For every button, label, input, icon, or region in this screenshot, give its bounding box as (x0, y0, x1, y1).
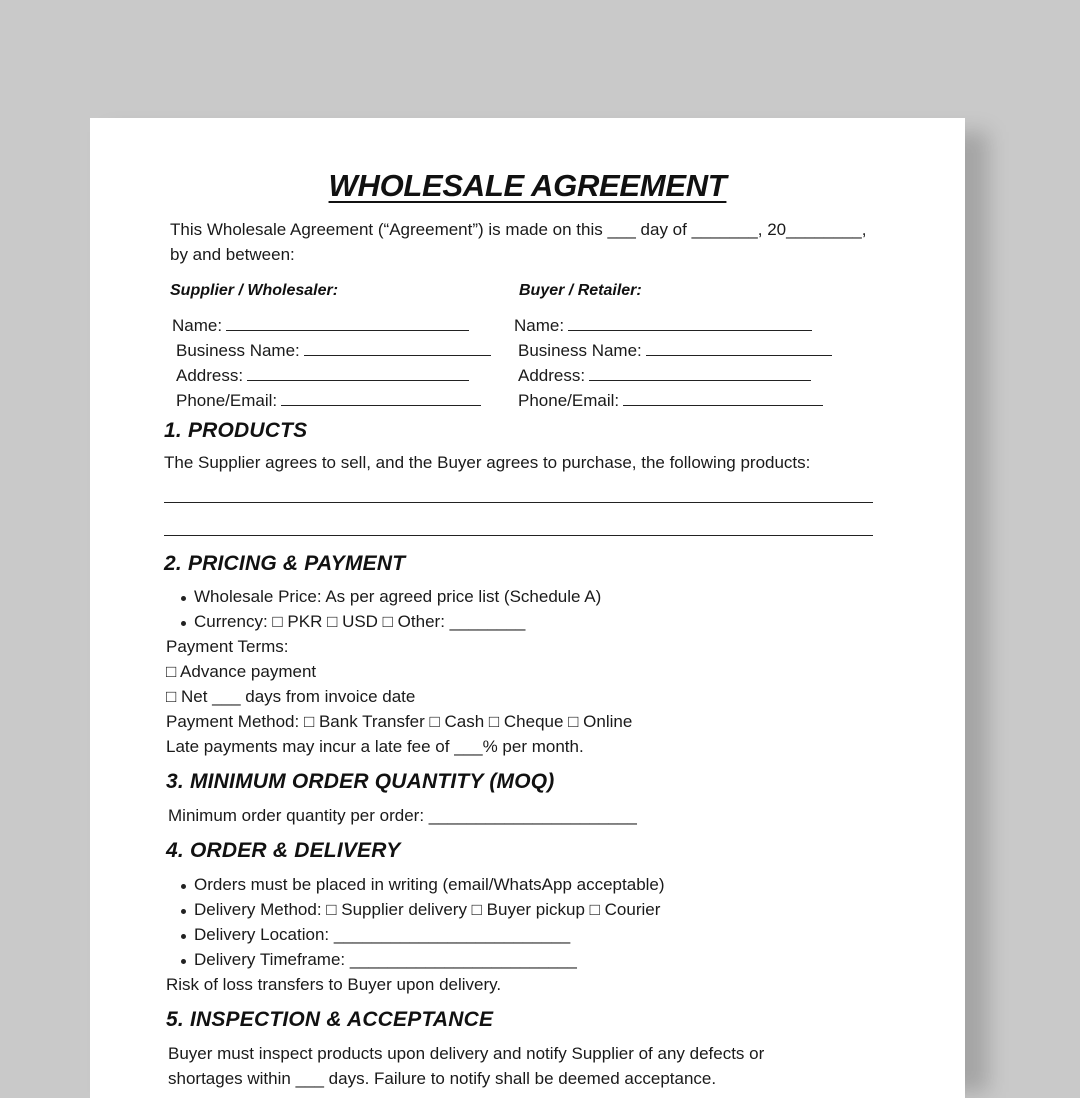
supplier-name-label: Name: (172, 316, 223, 335)
products-fill-line-2[interactable] (164, 535, 873, 536)
bullet-dot (181, 959, 186, 964)
supplier-phone-email-field[interactable] (176, 391, 481, 411)
orders-writing-text: Orders must be placed in writing (email/WhatsApp acceptable) (194, 875, 665, 894)
section-pricing-heading: 2. PRICING & PAYMENT (164, 552, 406, 575)
supplier-name-field[interactable] (172, 316, 469, 336)
payment-terms-label: Payment Terms: (166, 637, 289, 656)
section-products-heading: 1. PRODUCTS (164, 419, 308, 442)
supplier-address-label: Address: (176, 366, 244, 385)
section-inspection-heading: 5. INSPECTION & ACCEPTANCE (166, 1008, 494, 1031)
section-order-delivery-heading: 4. ORDER & DELIVERY (166, 839, 401, 862)
supplier-address-field[interactable] (176, 366, 469, 386)
buyer-business-name-field[interactable] (518, 341, 832, 361)
net-days-option[interactable]: □ Net ___ days from invoice date (166, 687, 416, 706)
delivery-location-field[interactable]: Delivery Location: _________________________ (194, 925, 571, 944)
buyer-heading: Buyer / Retailer: (519, 282, 642, 299)
buyer-business-name-label: Business Name: (518, 341, 642, 360)
currency-options[interactable]: Currency: □ PKR □ USD □ Other: ________ (194, 612, 526, 631)
buyer-address-field[interactable] (518, 366, 811, 386)
bullet-dot (181, 884, 186, 889)
supplier-heading: Supplier / Wholesaler: (170, 282, 339, 299)
buyer-address-label: Address: (518, 366, 586, 385)
wholesale-price-text: Wholesale Price: As per agreed price list (Schedule A) (194, 587, 602, 606)
section-moq-heading: 3. MINIMUM ORDER QUANTITY (MOQ) (166, 770, 555, 793)
delivery-timeframe-field[interactable]: Delivery Timeframe: ________________________ (194, 950, 577, 969)
document-page (90, 118, 965, 1098)
document-title: WHOLESALE AGREEMENT (328, 168, 727, 203)
bullet-dot (181, 909, 186, 914)
inspection-text-line-2: shortages within ___ days. Failure to notify shall be deemed acceptance. (168, 1069, 717, 1088)
delivery-method-options[interactable]: Delivery Method: □ Supplier delivery □ Buyer pickup □ Courier (194, 900, 661, 919)
payment-method-options[interactable]: Payment Method: □ Bank Transfer □ Cash □ Cheque □ Online (166, 712, 633, 731)
intro-line-1: This Wholesale Agreement (“Agreement”) is made on this ___ day of _______, 20________, (170, 220, 867, 239)
bullet-dot (181, 934, 186, 939)
late-fee-text: Late payments may incur a late fee of ___% per month. (166, 737, 584, 756)
inspection-text-line-1: Buyer must inspect products upon delivery and notify Supplier of any defects or (168, 1044, 765, 1063)
products-text: The Supplier agrees to sell, and the Buyer agrees to purchase, the following products: (164, 453, 811, 472)
supplier-business-name-field[interactable] (176, 341, 491, 361)
advance-payment-option[interactable]: □ Advance payment (166, 662, 317, 681)
risk-of-loss-text: Risk of loss transfers to Buyer upon delivery. (166, 975, 502, 994)
moq-text[interactable]: Minimum order quantity per order: ______________________ (168, 806, 637, 825)
supplier-business-name-label: Business Name: (176, 341, 300, 360)
buyer-name-field[interactable] (514, 316, 812, 336)
buyer-phone-email-field[interactable] (518, 391, 823, 411)
buyer-phone-email-label: Phone/Email: (518, 391, 620, 410)
bullet-dot (181, 596, 186, 601)
buyer-name-label: Name: (514, 316, 565, 335)
products-fill-line-1[interactable] (164, 502, 873, 503)
supplier-phone-email-label: Phone/Email: (176, 391, 278, 410)
intro-line-2: by and between: (170, 245, 295, 264)
bullet-dot (181, 621, 186, 626)
